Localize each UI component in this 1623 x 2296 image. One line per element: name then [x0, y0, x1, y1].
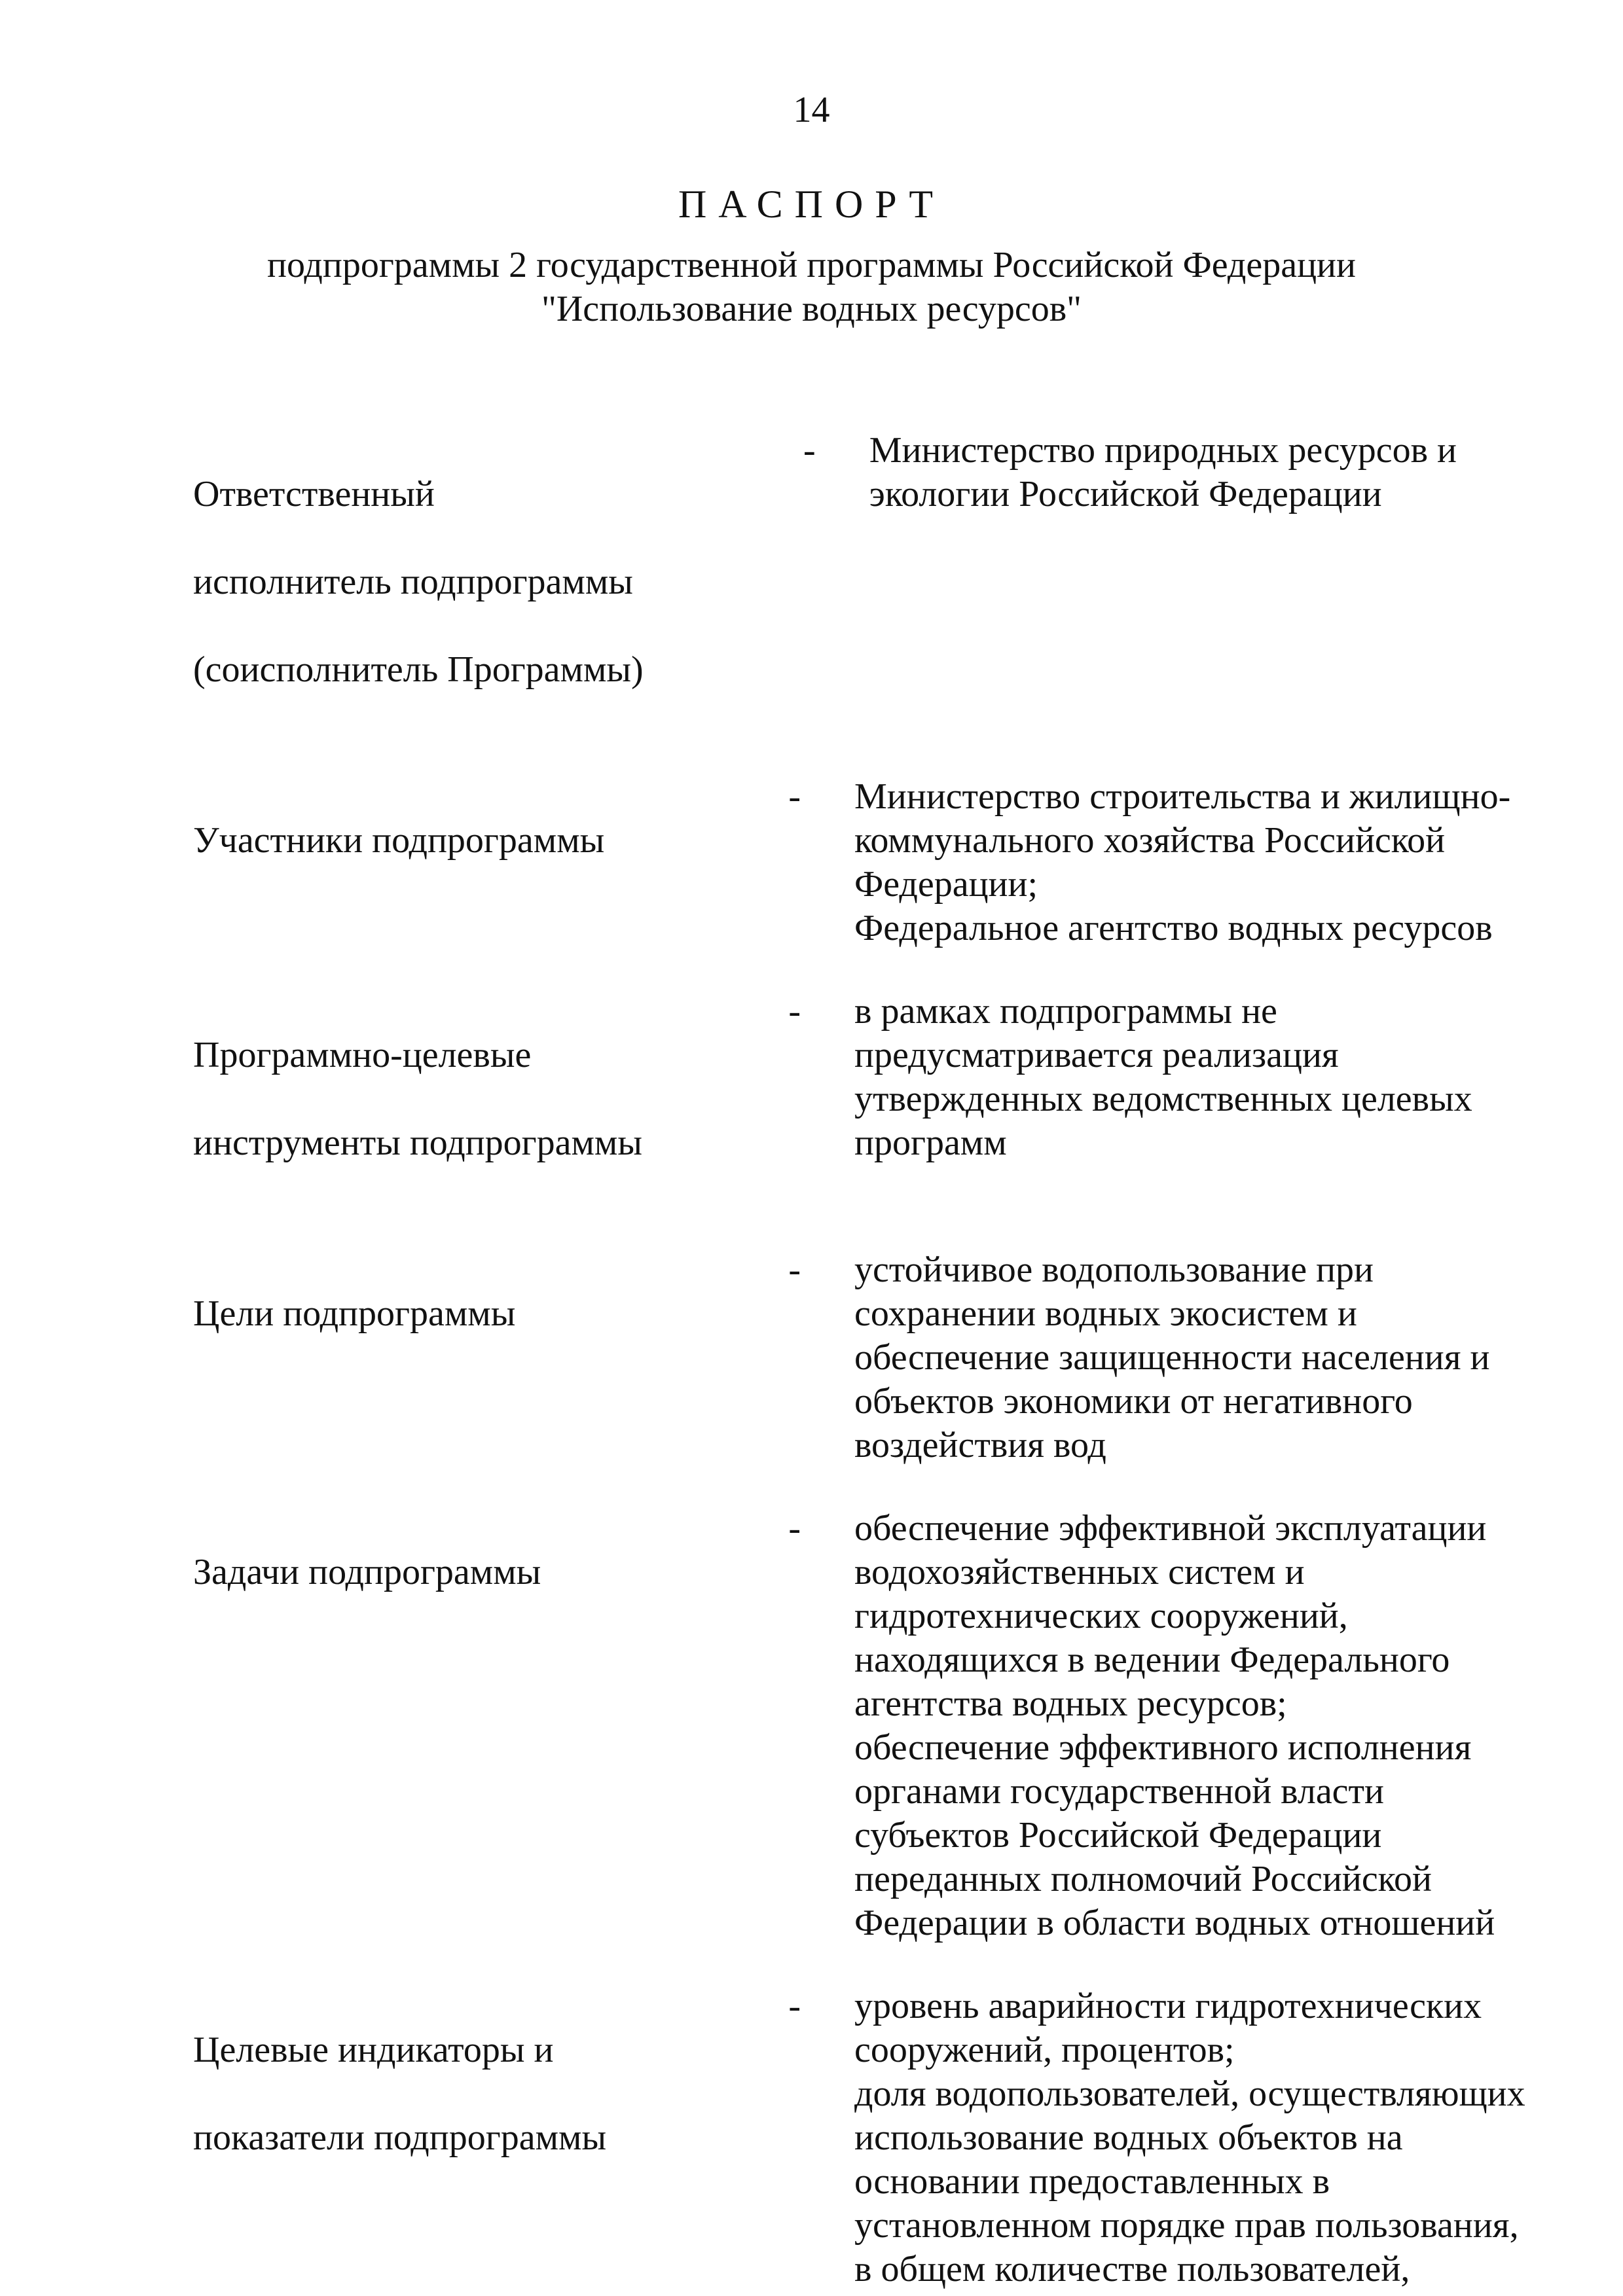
- row-value: [756, 1507, 1495, 1945]
- subtitle-line: подпрограммы 2 государственной программы Российской Федерации: [267, 245, 1356, 285]
- row-label-line: исполнитель подпрограммы: [193, 562, 633, 602]
- row-label-line: Целевые индикаторы и: [193, 2030, 554, 2070]
- row-dash: -: [788, 1986, 801, 2026]
- row-value-line: Министерство природных ресурсов и: [869, 430, 1457, 471]
- row-value: [756, 775, 1511, 950]
- row-value-line: обеспечение эффективной эксплуатации: [854, 1508, 1487, 1549]
- row-value-line: сооружений, процентов;: [854, 2030, 1235, 2070]
- passport-row-program-tools: [193, 990, 1472, 1209]
- row-value-line: в общем количестве пользователей,: [854, 2249, 1410, 2289]
- passport-table: [193, 429, 1525, 2291]
- row-value-line: агентства водных ресурсов;: [854, 1683, 1287, 1724]
- row-value: [771, 429, 1457, 516]
- row-value-line: гидротехнических сооружений,: [854, 1596, 1348, 1636]
- row-label-line: (соисполнитель Программы): [193, 649, 644, 690]
- row-value-line: находящихся в ведении Федерального: [854, 1640, 1450, 1680]
- row-value: [756, 1248, 1490, 1467]
- row-value-line: сохранении водных экосистем и: [854, 1293, 1357, 1334]
- page-number: 14: [793, 90, 830, 130]
- row-label-line: Цели подпрограммы: [193, 1293, 516, 1334]
- row-value-line: органами государственной власти: [854, 1771, 1384, 1812]
- row-value-line: использование водных объектов на: [854, 2117, 1403, 2158]
- row-value-line: доля водопользователей, осуществляющих: [854, 2073, 1525, 2114]
- row-value-line: воздействия вод: [854, 1425, 1106, 1465]
- row-dash: -: [788, 776, 801, 817]
- row-value-line: переданных полномочий Российской: [854, 1859, 1432, 1899]
- passport-row-tasks: [193, 1507, 1495, 1945]
- row-value-line: обеспечение эффективного исполнения: [854, 1727, 1472, 1768]
- row-dash: -: [788, 1508, 801, 1549]
- passport-row-target-indicators: [193, 1984, 1525, 2291]
- row-value-line: Министерство строительства и жилищно-: [854, 776, 1511, 817]
- passport-row-responsible-executor: [193, 429, 1457, 736]
- row-label-line: Ответственный: [193, 474, 435, 514]
- row-value-line: основании предоставленных в: [854, 2161, 1330, 2202]
- row-value-line: предусматривается реализация: [854, 1035, 1339, 1075]
- row-value-line: программ: [854, 1122, 1007, 1163]
- row-value-line: Федеральное агентство водных ресурсов: [854, 908, 1493, 948]
- row-label: [193, 1984, 643, 2204]
- row-label-line: Задачи подпрограммы: [193, 1552, 541, 1592]
- row-dash: -: [788, 991, 801, 1031]
- row-label: [193, 429, 656, 736]
- row-value-line: Федерации;: [854, 864, 1038, 905]
- document-subtitle: [0, 243, 1623, 331]
- document-title: ПАСПОРТ: [678, 183, 945, 226]
- row-dash: -: [803, 430, 816, 471]
- row-label-line: инструменты подпрограммы: [193, 1122, 642, 1163]
- row-dash: -: [788, 1249, 801, 1290]
- row-value-line: коммунального хозяйства Российской: [854, 820, 1446, 861]
- row-label-line: показатели подпрограммы: [193, 2117, 607, 2158]
- row-value-line: экологии Российской Федерации: [869, 474, 1382, 514]
- row-value-line: объектов экономики от негативного: [854, 1381, 1413, 1422]
- row-value: [756, 1984, 1525, 2291]
- row-value: [756, 990, 1472, 1165]
- row-value-line: Федерации в области водных отношений: [854, 1903, 1495, 1943]
- row-value-line: утвержденных ведомственных целевых: [854, 1079, 1472, 1119]
- passport-row-goals: [193, 1248, 1490, 1467]
- row-label-line: Участники подпрограммы: [193, 820, 605, 861]
- row-label-line: Программно-целевые: [193, 1035, 532, 1075]
- row-value-line: обеспечение защищенности населения и: [854, 1337, 1490, 1378]
- row-label: [193, 990, 643, 1209]
- row-label: [193, 1248, 643, 1380]
- row-value-line: субъектов Российской Федерации: [854, 1815, 1382, 1856]
- row-value-line: установленном порядке прав пользования,: [854, 2205, 1519, 2246]
- subtitle-line: "Использование водных ресурсов": [541, 289, 1082, 329]
- row-value-line: уровень аварийности гидротехнических: [854, 1986, 1482, 2026]
- row-value-line: в рамках подпрограммы не: [854, 991, 1277, 1031]
- row-value-line: устойчивое водопользование при: [854, 1249, 1374, 1290]
- row-label: [193, 1507, 643, 1638]
- passport-row-participants: [193, 775, 1511, 950]
- row-value-line: водохозяйственных систем и: [854, 1552, 1305, 1592]
- row-label: [193, 775, 643, 906]
